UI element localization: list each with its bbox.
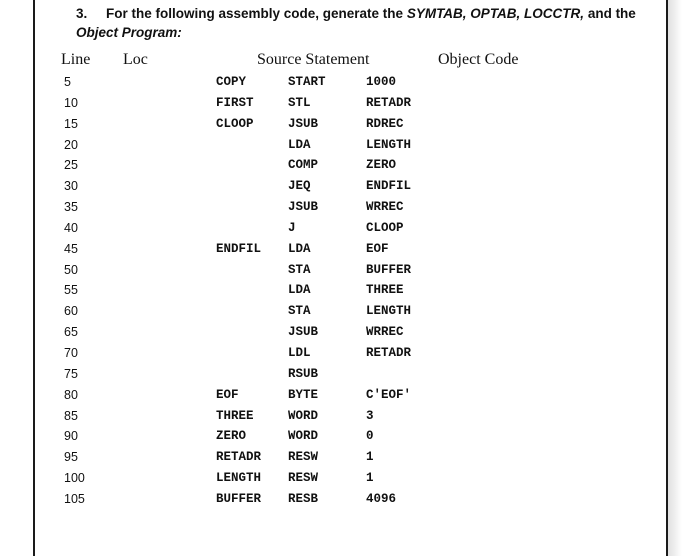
table-row: [0, 280, 700, 301]
opcode-cell: LDA: [288, 241, 311, 256]
label-cell: ENDFIL: [216, 241, 262, 256]
operand-cell: CLOOP: [366, 220, 404, 235]
table-row: [0, 406, 700, 427]
opcode-cell: RESW: [288, 450, 319, 465]
operand-cell: 1000: [366, 75, 397, 89]
opcode-cell: JSUB: [288, 200, 319, 215]
opcode-cell: JSUB: [288, 116, 319, 131]
label-cell: ZERO: [216, 429, 247, 444]
operand-cell: EOF: [366, 241, 389, 256]
label-cell: THREE: [216, 408, 254, 423]
operand-cell: WRREC: [366, 325, 404, 340]
label-cell: COPY: [216, 75, 247, 89]
opcode-cell: COMP: [288, 158, 319, 173]
line-number: 80: [64, 387, 78, 402]
line-number: 20: [64, 137, 78, 152]
opcode-cell: JSUB: [288, 325, 319, 340]
line-number: 75: [64, 366, 78, 381]
line-number: 30: [64, 179, 78, 194]
label-cell: BUFFER: [216, 491, 262, 506]
line-number: 100: [64, 471, 85, 486]
header-source-statement: Source Statement: [257, 51, 370, 68]
table-row: [0, 72, 700, 93]
table-row: [0, 93, 700, 114]
operand-cell: BUFFER: [366, 262, 412, 277]
operand-cell: RETADR: [366, 345, 412, 360]
question-text: [76, 4, 656, 42]
line-number: 10: [64, 95, 78, 110]
operand-cell: ENDFIL: [366, 179, 412, 194]
table-row: [0, 322, 700, 343]
table-row: [0, 197, 700, 218]
opcode-cell: RESB: [288, 491, 319, 506]
opcode-cell: J: [288, 220, 296, 235]
table-row: [0, 301, 700, 322]
label-cell: LENGTH: [216, 471, 262, 486]
header-line: Line: [61, 51, 91, 68]
table-row: [0, 155, 700, 176]
code-table: [0, 72, 700, 510]
operand-cell: 4096: [366, 491, 397, 506]
line-number: 55: [64, 283, 78, 298]
label-cell: EOF: [216, 387, 239, 402]
table-row: [0, 364, 700, 385]
operand-cell: RDREC: [366, 116, 404, 131]
label-cell: CLOOP: [216, 116, 254, 131]
line-number: 5: [64, 75, 71, 89]
opcode-cell: JEQ: [288, 179, 311, 194]
line-number: 65: [64, 325, 78, 340]
question-text-middle: and the: [584, 6, 636, 21]
operand-cell: LENGTH: [366, 137, 412, 152]
operand-cell: ZERO: [366, 158, 397, 173]
operand-cell: C'EOF': [366, 387, 412, 402]
operand-cell: LENGTH: [366, 304, 412, 319]
line-number: 15: [64, 116, 78, 131]
line-number: 50: [64, 262, 78, 277]
opcode-cell: BYTE: [288, 387, 319, 402]
table-row: [0, 218, 700, 239]
operand-cell: RETADR: [366, 95, 412, 110]
opcode-cell: LDL: [288, 345, 311, 360]
line-number: 105: [64, 491, 85, 506]
table-row: [0, 489, 700, 510]
question-text-before: For the following assembly code, generate the: [106, 6, 407, 21]
table-row: [0, 343, 700, 364]
line-number: 85: [64, 408, 78, 423]
header-loc: Loc: [123, 51, 148, 68]
question-emphasis: SYMTAB, OPTAB, LOCCTR,: [406, 6, 585, 21]
line-number: 70: [64, 345, 78, 360]
operand-cell: 0: [366, 429, 374, 444]
opcode-cell: LDA: [288, 137, 311, 152]
question-emphasis-2: Object Program:: [76, 25, 182, 40]
header-object-code: Object Code: [438, 51, 519, 68]
opcode-cell: LDA: [288, 283, 311, 298]
opcode-cell: STA: [288, 304, 311, 319]
question-number: 3.: [76, 6, 88, 21]
label-cell: FIRST: [216, 95, 254, 110]
line-number: 45: [64, 241, 78, 256]
table-row: [0, 135, 700, 156]
label-cell: RETADR: [216, 450, 262, 465]
operand-cell: 1: [366, 471, 374, 486]
table-row: [0, 426, 700, 447]
operand-cell: 3: [366, 408, 374, 423]
opcode-cell: WORD: [288, 429, 319, 444]
table-row: [0, 468, 700, 489]
operand-cell: 1: [366, 450, 374, 465]
table-row: [0, 447, 700, 468]
line-number: 95: [64, 450, 78, 465]
operand-cell: WRREC: [366, 200, 404, 215]
line-number: 25: [64, 158, 78, 173]
opcode-cell: RESW: [288, 471, 319, 486]
opcode-cell: START: [288, 75, 326, 89]
table-row: [0, 239, 700, 260]
line-number: 90: [64, 429, 78, 444]
table-row: [0, 385, 700, 406]
opcode-cell: WORD: [288, 408, 319, 423]
table-row: [0, 176, 700, 197]
line-number: 60: [64, 304, 78, 319]
opcode-cell: STA: [288, 262, 311, 277]
line-number: 40: [64, 220, 78, 235]
opcode-cell: STL: [288, 95, 311, 110]
table-row: [0, 114, 700, 135]
operand-cell: THREE: [366, 283, 404, 298]
table-row: [0, 260, 700, 281]
opcode-cell: RSUB: [288, 366, 319, 381]
line-number: 35: [64, 200, 78, 215]
